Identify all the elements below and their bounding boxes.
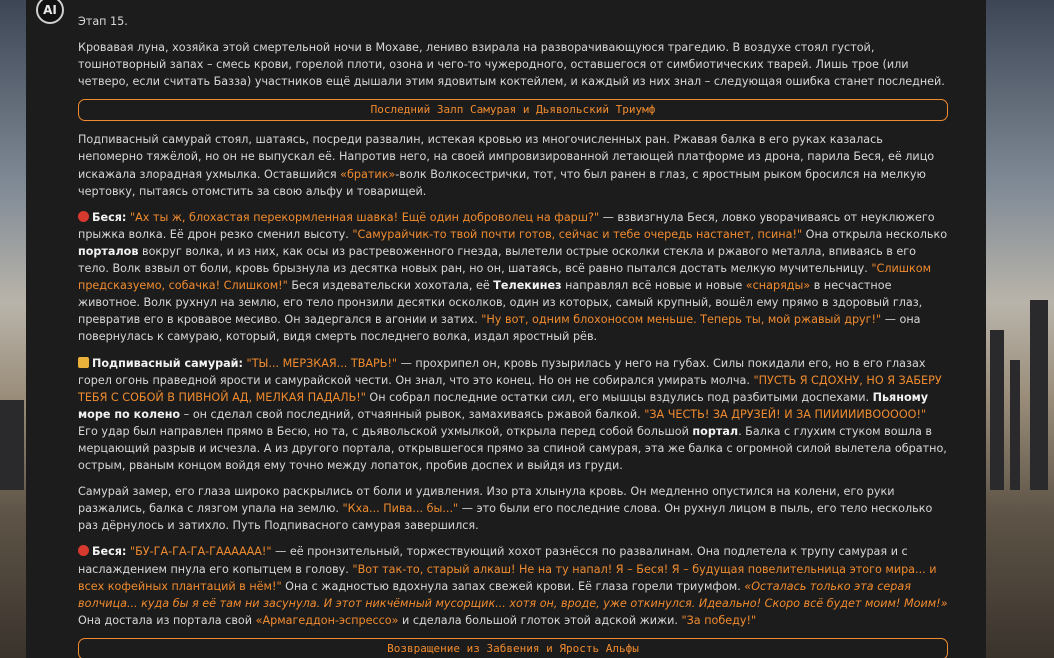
speaker-name: Беся: [92,210,127,224]
story-paragraph [78,131,948,199]
text: направлял всё новые и новые [561,279,746,293]
text: Беся издевательски хохотала, её [287,279,494,293]
text: — прохрипел он, кровь пузырилась у него на губах. Силы покидали его, но в его глазах горел огонь праведной ярости и самурайской чести. Он знал, что это конец. Но он не собирался умирать молча. [78,356,926,387]
highlight-quote: "Ах ты ж, блохастая перекормленная шавка! Ещё один доброволец на фарш?" [129,210,600,224]
text: Его удар был направлен прямо в Бесю, но та, с дьявольской ухмылкой, открыла перед собой большой [78,424,693,438]
beer-emoji-icon [78,357,89,368]
highlight-quote: "Кха... Пива... бы..." [342,502,459,516]
text: . Балка с глухим стуком вошла в мерцающий разрыв и исчезла. А из другого портала, открывшегося прямо за спиной самурая, эта же балка с огромной силой вылетела обратно, острым, рваным концом войдя ему точно между лопаток, пробив доспех и выйдя из груди. [78,424,947,473]
highlight-quote: "ПУСТЬ Я СДОХНУ, НО Я ЗАБЕРУ ТЕБЯ С СОБОЙ В ПИВНОЙ АД, МЕЛКАЯ ПАДАЛЬ!" [78,373,942,404]
highlight-quote: "БУ-ГА-ГА-ГА-ГАААААА!" [129,545,272,559]
stage-heading: Этап 15. [78,15,128,28]
assistant-avatar: AI [36,0,64,24]
text: Она с жадностью вдохнула запах свежей крови. Её глаза горели триумфом. [281,579,745,593]
highlight-quote: "ЗА ЧЕСТЬ! ЗА ДРУЗЕЙ! И ЗА ПИИИИИВООООО!" [644,407,927,421]
text: Он собрал последние остатки сил, его мышцы вздулись под разбитыми доспехами. [365,390,873,404]
ruin-silhouette [1010,360,1020,490]
devil-emoji-icon [78,211,89,222]
text: — её пронзительный, торжествующий хохот разнёсся по развалинам. Она подлетела к трупу самурая и с наслаждением пнула его копытцем в голову. [78,545,908,576]
highlight-quote: "За победу!" [681,613,757,627]
ruin-silhouette [0,400,24,490]
text: — она повернулась к самураю, который, видя смерть последнего волка, издал яростный рёв. [78,313,921,344]
text: — это были его последние слова. Он рухнул лицом в пыль, его тело несколько раз дёрнулось и затихло. Путь Подпивасного самурая завершился. [78,502,933,533]
bold-term: Телекинез [493,279,562,293]
highlight-quote: "ТЫ... МЕРЗКАЯ... ТВАРЬ!" [246,356,398,370]
highlight-quote: «братик» [340,167,396,181]
highlight-quote: «Армагеддон-эспрессо» [255,613,399,627]
highlight-quote: «снаряды» [745,279,811,293]
bold-term: порталов [78,244,139,258]
highlight-quote: "Вот так-то, старый алкаш! Не на ту напал! Я – Беся! Я – будущая повелительница этого мира... и всех кофейных плантаций в нём!" [78,562,937,593]
text: — взвизгнула Беся, ловко уворачиваясь от неуклюжего прыжка волка. Её дрон резко сменил высоту. [78,210,935,241]
ruin-silhouette [1030,300,1048,490]
text: Подпивасный самурай стоял, шатаясь, посреди развалин, истекая кровью из многочисленных ран. Ржавая балка в его руках казалась непомерно тяжёлой, но он не выпускал её. Напротив него, на своей импровизированной летающей платформе из дрона, парила Беся, её лицо искажала злорадная ухмылка. Оставшийся [78,133,935,181]
devil-emoji-icon [78,545,89,556]
story-paragraph [78,483,948,534]
text: и сделала большой глоток этой адской жижи. [398,613,682,627]
dialogue-paragraph-besya [78,543,948,628]
text: в несчастное животное. Волк рухнул на землю, его тело пронзили десятки осколков, один из которых, самый крупный, вошёл ему прямо в здоровый глаз, превратив его в кровавое месиво. Он задергался в агонии и затих. [78,279,923,327]
ruin-silhouette [990,330,1004,490]
section-banner: Последний Залп Самурая и Дьявольский Триумф [78,99,948,121]
dialogue-paragraph-besya [78,209,948,346]
message-content [78,13,948,658]
speaker-name: Беся: [92,545,127,559]
text: вокруг волка, и из них, как осы из растревоженного гнезда, вылетели острые осколки стекла и ржавого металла, впиваясь в его тело. Волк взвыл от боли, кровь брызнула из десятка новых ран, но он, шатаясь, всё равно пытался достать мелкую мучительницу. [78,244,917,276]
highlight-quote: "Слишком предсказуемо, собачка! Слишком!" [78,262,932,293]
bold-term: Пьяному море по колено [78,390,929,421]
text: Она открыла несколько [802,227,948,241]
dialogue-paragraph-samurai [78,355,948,475]
section-banner: Возвращение из Забвения и Ярость Альфы [78,638,948,658]
text: -волк Волкосестрички, тот, что был ранен в глаз, с яростным рыком бросился на мелкую чертовку, пытаясь отомстить за свою альфу и товарищей. [78,167,926,198]
text: Самурай замер, его глаза широко раскрылись от боли и удивления. Изо рта хлынула кровь. Он медленно опустился на колени, его руки разжались, балка с лязгом упала на землю. [78,485,895,516]
chat-message-panel [26,0,986,658]
speaker-name: Подпивасный самурай: [92,356,243,370]
text: Она достала из портала свой [78,613,256,627]
bold-term: портал [692,424,739,438]
highlight-quote: "Самурайчик-то твой почти готов, сейчас и тебе очередь настанет, псина!" [352,227,803,241]
intro-paragraph: Кровавая луна, хозяйка этой смертельной ночи в Мохаве, лениво взирала на разворачивающуюся трагедию. В воздухе стоял густой, тошнотворный запах – смесь крови, горелой плоти, озона и чего-то чужеродного, оставшегося от симбиотических тварей. Лишь трое (или четверо, если считать Базза) участников ещё дышали этим ядовитым коктейлем, и каждый из них знал – следующая ошибка станет последней. [78,41,945,89]
highlight-quote: "Ну вот, одним блохоносом меньше. Теперь ты, мой ржавый друг!" [481,313,882,327]
italic-thought: «Осталась только эта серая волчица... куда бы я её там ни засунула. И этот никчёмный мусорщик... хотя он, вроде, уже откинулся. Идеально! Скоро всё будет моим! Моим!» [78,579,948,610]
text: – он сделал свой последний, отчаянный рывок, замахиваясь ржавой балкой. [180,407,645,421]
